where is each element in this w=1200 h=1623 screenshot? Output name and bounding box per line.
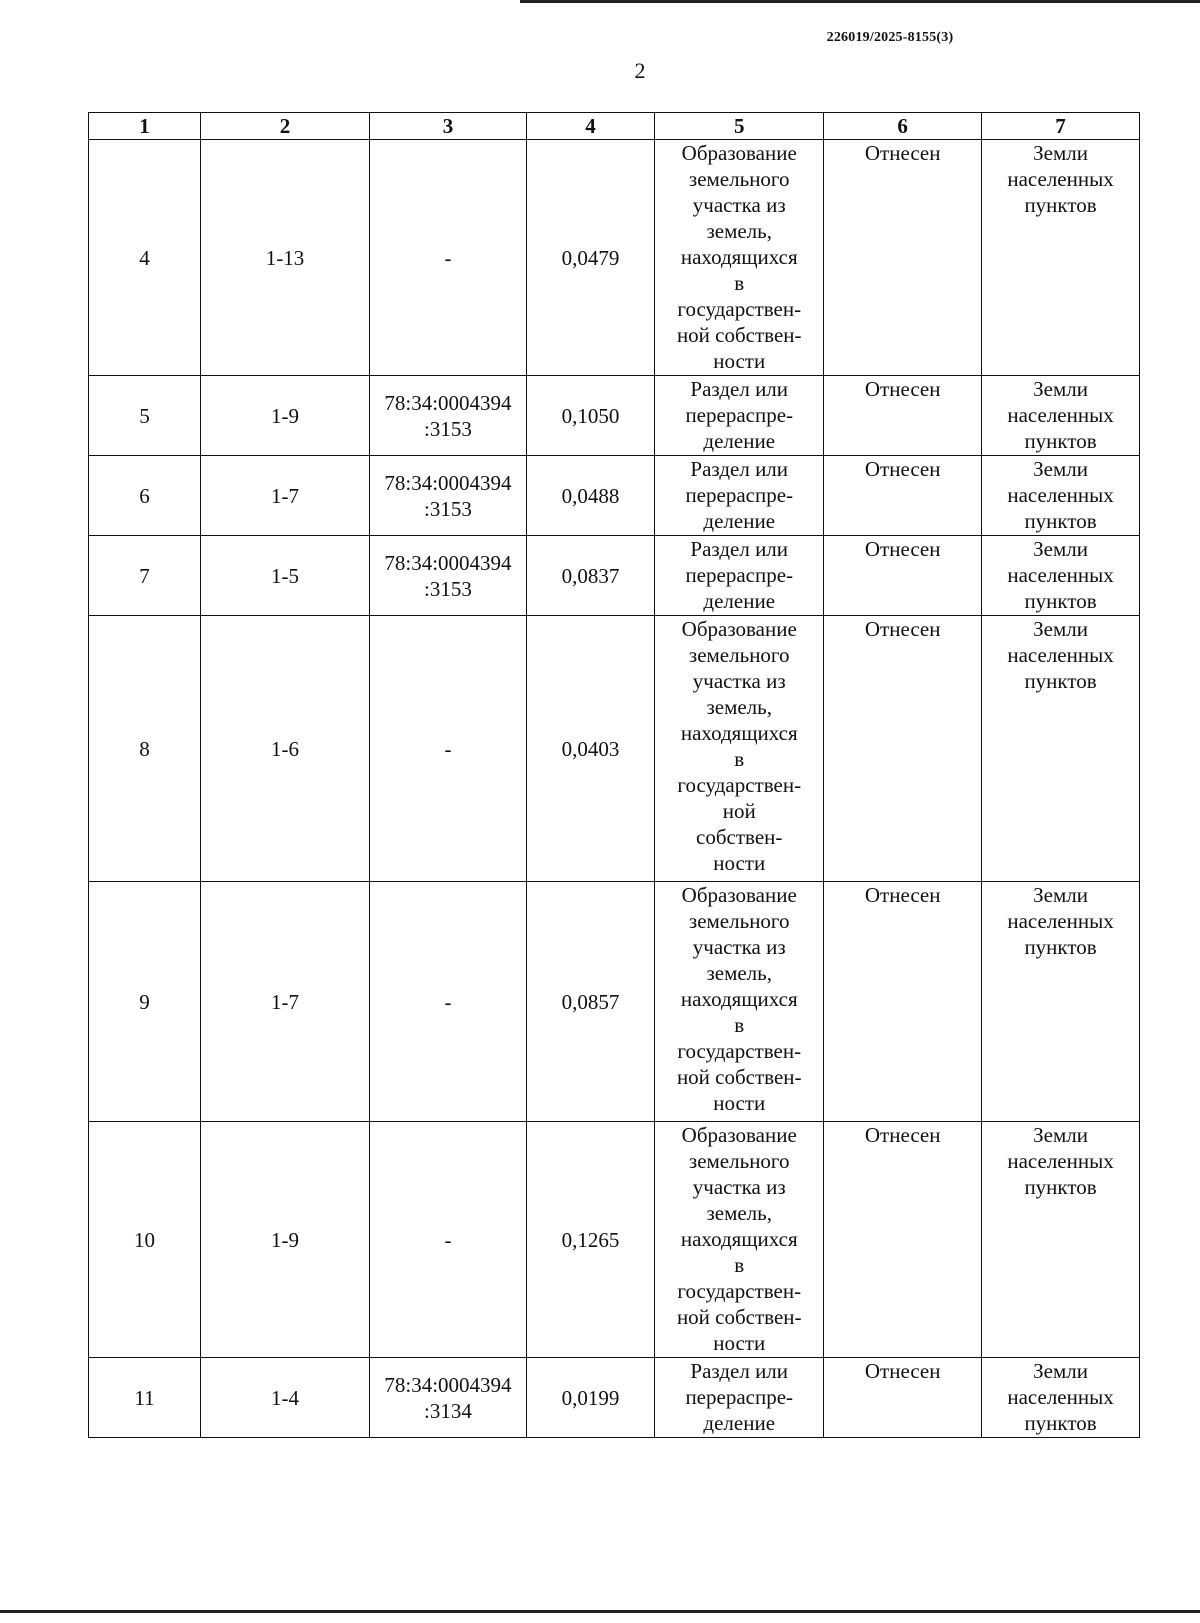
cell-points: 1-9 bbox=[201, 376, 370, 456]
table-row bbox=[89, 536, 1140, 616]
header-row bbox=[89, 113, 1140, 140]
cell-cadastral-number: 78:34:0004394 :3153 bbox=[370, 376, 527, 456]
table-row bbox=[89, 1358, 1140, 1438]
cell-area: 0,1265 bbox=[526, 1122, 654, 1358]
cell-category: Земли населенных пунктов bbox=[982, 536, 1140, 616]
cell-number: 9 bbox=[89, 882, 201, 1122]
table-row bbox=[89, 616, 1140, 882]
cell-points: 1-9 bbox=[201, 1122, 370, 1358]
cell-method: Раздел или перераспре- деление bbox=[655, 536, 824, 616]
land-plots-table bbox=[88, 112, 1140, 1438]
cell-points: 1-4 bbox=[201, 1358, 370, 1438]
cell-method: Раздел или перераспре- деление bbox=[655, 1358, 824, 1438]
cell-status: Отнесен bbox=[824, 616, 982, 882]
table-row bbox=[89, 1122, 1140, 1358]
col-header-3: 3 bbox=[370, 113, 527, 140]
cell-area: 0,0857 bbox=[526, 882, 654, 1122]
cell-points: 1-5 bbox=[201, 536, 370, 616]
cell-category: Земли населенных пунктов bbox=[982, 616, 1140, 882]
cell-cadastral-number: - bbox=[370, 616, 527, 882]
cell-number: 4 bbox=[89, 140, 201, 376]
cell-status: Отнесен bbox=[824, 456, 982, 536]
col-header-2: 2 bbox=[201, 113, 370, 140]
cell-area: 0,1050 bbox=[526, 376, 654, 456]
col-header-7: 7 bbox=[982, 113, 1140, 140]
cell-cadastral-number: 78:34:0004394 :3153 bbox=[370, 536, 527, 616]
cell-number: 5 bbox=[89, 376, 201, 456]
cell-method: Раздел или перераспре- деление bbox=[655, 376, 824, 456]
cell-number: 8 bbox=[89, 616, 201, 882]
col-header-1: 1 bbox=[89, 113, 201, 140]
cell-category: Земли населенных пунктов bbox=[982, 140, 1140, 376]
document-number: 226019/2025-8155(3) bbox=[826, 30, 954, 45]
cell-area: 0,0403 bbox=[526, 616, 654, 882]
cell-area: 0,0488 bbox=[526, 456, 654, 536]
cell-number: 7 bbox=[89, 536, 201, 616]
cell-category: Земли населенных пунктов bbox=[982, 882, 1140, 1122]
cell-cadastral-number: - bbox=[370, 1122, 527, 1358]
cell-cadastral-number: - bbox=[370, 140, 527, 376]
cell-category: Земли населенных пунктов bbox=[982, 1122, 1140, 1358]
cell-method: Образование земельного участка из земель, находящихся в государствен- ной собствен- ности bbox=[655, 882, 824, 1122]
cell-category: Земли населенных пунктов bbox=[982, 456, 1140, 536]
cell-number: 6 bbox=[89, 456, 201, 536]
cell-area: 0,0479 bbox=[526, 140, 654, 376]
cell-method: Образование земельного участка из земель, находящихся в государствен- ной собствен- ности bbox=[655, 1122, 824, 1358]
bottom-edge-line bbox=[0, 1610, 1200, 1613]
cell-method: Образование земельного участка из земель, находящихся в государствен- ной собствен- ности bbox=[655, 140, 824, 376]
table-row bbox=[89, 140, 1140, 376]
cell-cadastral-number: 78:34:0004394 :3134 bbox=[370, 1358, 527, 1438]
col-header-4: 4 bbox=[526, 113, 654, 140]
cell-status: Отнесен bbox=[824, 1122, 982, 1358]
cell-status: Отнесен bbox=[824, 376, 982, 456]
table-row bbox=[89, 882, 1140, 1122]
cell-method: Раздел или перераспре- деление bbox=[655, 456, 824, 536]
col-header-6: 6 bbox=[824, 113, 982, 140]
cell-status: Отнесен bbox=[824, 882, 982, 1122]
cell-points: 1-6 bbox=[201, 616, 370, 882]
cell-status: Отнесен bbox=[824, 1358, 982, 1438]
page-number: 2 bbox=[634, 58, 646, 83]
table-row bbox=[89, 376, 1140, 456]
cell-area: 0,0199 bbox=[526, 1358, 654, 1438]
table-row bbox=[89, 456, 1140, 536]
col-header-5: 5 bbox=[655, 113, 824, 140]
cell-category: Земли населенных пунктов bbox=[982, 376, 1140, 456]
cell-number: 11 bbox=[89, 1358, 201, 1438]
cell-area: 0,0837 bbox=[526, 536, 654, 616]
cell-points: 1-7 bbox=[201, 456, 370, 536]
cell-points: 1-7 bbox=[201, 882, 370, 1122]
cell-method: Образование земельного участка из земель, находящихся в государствен- ной собствен- ности bbox=[655, 616, 824, 882]
cell-points: 1-13 bbox=[201, 140, 370, 376]
cell-status: Отнесен bbox=[824, 536, 982, 616]
cell-status: Отнесен bbox=[824, 140, 982, 376]
cell-category: Земли населенных пунктов bbox=[982, 1358, 1140, 1438]
cell-cadastral-number: 78:34:0004394 :3153 bbox=[370, 456, 527, 536]
cell-number: 10 bbox=[89, 1122, 201, 1358]
top-edge-line bbox=[520, 0, 1200, 3]
table-body bbox=[89, 140, 1140, 1438]
cell-cadastral-number: - bbox=[370, 882, 527, 1122]
